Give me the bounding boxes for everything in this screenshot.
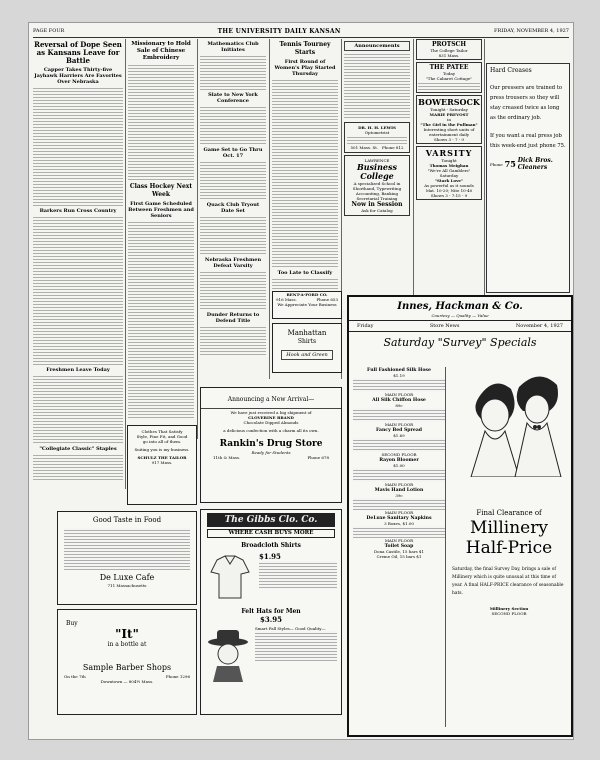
millinery-block (449, 509, 569, 616)
newspaper-page (28, 22, 574, 740)
product-description (259, 561, 337, 589)
product-features: Smart Fall Styles— Good Quality— (255, 626, 326, 631)
ad-name: De Luxe Cafe (99, 573, 155, 582)
column-news (128, 39, 194, 419)
store-tagline: Courtesy — Quality — Value (431, 313, 489, 318)
product-name: Broadcloth Shirts (241, 542, 301, 549)
film-title: "The Girl in the Pullman" (420, 122, 478, 127)
ad-product: Shirts (297, 338, 317, 345)
column-sports (33, 39, 123, 481)
theater-name: BOWERSOCK (418, 97, 480, 107)
fashion-illustration (449, 367, 569, 477)
ad-deluxe-cafe (57, 511, 197, 605)
product-description (255, 631, 337, 661)
hat-illustration (205, 626, 251, 682)
ad-name: Manhattan (287, 329, 327, 337)
ad-prefix: LAWRENCE (364, 158, 390, 163)
specials-list (353, 367, 446, 727)
classified-body (272, 277, 338, 289)
ad-title: Good Taste in Food (92, 516, 162, 524)
ad-line: A specialized School in (353, 181, 401, 186)
ad-title: Hard Creases (490, 67, 532, 74)
clearance-label: Final Clearance of (476, 509, 542, 517)
ad-title: Announcing a New Arrival— (227, 396, 315, 403)
article-headline: Class Hockey Next Week (129, 183, 193, 198)
product-row (201, 552, 341, 602)
ad-line: Secretarial Training (356, 196, 398, 201)
article-headline: Tennis Tourney Starts (279, 41, 331, 56)
ad-note: Interesting short units of entertainment daily (423, 127, 475, 137)
article-body (128, 220, 194, 419)
ad-line: Clothes That Satisfy (141, 429, 183, 434)
article-headline: Reversal of Dope Seen as Kansans Leave for Battle (34, 40, 122, 65)
column-tennis (272, 39, 338, 289)
section-heading: "Collegiate Classic" Staples (39, 446, 117, 452)
product-price: $1.95 (259, 552, 281, 561)
ad-contact: On the 7th Phone 1296 (64, 674, 190, 679)
ad-protsch (416, 39, 482, 60)
article-body (33, 453, 123, 481)
ad-schulz-tailor (127, 425, 197, 505)
ad-body (418, 81, 480, 91)
store-name: Innes, Hackman & Co. (397, 301, 523, 312)
ad-address: 711 Massachusetts (107, 583, 147, 588)
special-item: Toilet Soap Dona Castile, 15 bars $1 Creme Oil, 15 bars $1 (373, 544, 425, 559)
column-rule (269, 39, 270, 379)
ad-address: Downtown — 804½ Mass. (100, 679, 154, 684)
show-times: Shows 3 - 7 - 9 (434, 137, 464, 142)
ad-line: Style, Fine Fit, and Good (136, 434, 188, 439)
ad-tagline: Ready for Students (251, 450, 291, 455)
ad-rankin (200, 387, 342, 503)
specials-headline: Saturday "Survey" Specials (383, 336, 537, 349)
masthead: THE UNIVERSITY DAILY KANSAN (217, 27, 341, 35)
ad-manhattan-shirts (272, 323, 342, 373)
ad-product: Chocolate Dipped Almonds (243, 420, 299, 425)
brief-headline: Slate to New York Conference (208, 92, 258, 104)
ad-maker: Hook and Green (281, 350, 333, 360)
ad-body (347, 135, 407, 145)
issue-date: FRIDAY, NOVEMBER 4, 1927 (494, 28, 569, 34)
ad-line: We have just received a big shipment of (230, 410, 312, 415)
phone-number: 75 (504, 159, 516, 169)
column-briefs (200, 39, 266, 359)
ad-address: 917 Mass. (151, 460, 173, 465)
section-heading: Freshmen Leave Today (46, 367, 110, 373)
ad-line: Suiting you is my business. (134, 447, 190, 452)
ad-patee (416, 62, 482, 93)
special-item: All Silk Chiffon Hose 89c MAIN FLOOR (353, 398, 445, 427)
article-subhead: First Round of Women's Play Started Thursday (274, 59, 336, 77)
brief-headline: Dunder Returns to Defend Title (206, 312, 260, 324)
product-row (201, 626, 341, 682)
article-body (200, 215, 266, 255)
store-news-bar (349, 320, 571, 332)
ad-status: Now in Session (351, 201, 403, 208)
ad-lewis (344, 122, 410, 153)
column-rule (413, 39, 414, 299)
showing-day: Tonight - Saturday (430, 107, 468, 112)
article-body (33, 374, 123, 444)
theater-name: THE PATEE (429, 64, 469, 71)
film-star: MARIE PREVOST (429, 112, 469, 117)
ad-line: Shorthand, Typewriting (352, 186, 402, 191)
brief-headline: Quack Club Tryout Date Set (206, 202, 260, 214)
brand-name: Dick Bros. Cleaners (517, 157, 553, 171)
article-body (200, 160, 266, 200)
ad-contact: 916 Mass. Phone 653 (276, 297, 338, 302)
news-day: Friday (357, 323, 374, 329)
ad-address: 831 Mass. (438, 53, 460, 58)
article-subhead: Capper Takes Thirty-five Jayhawk Harriers Are Favorites Over Nebraska (34, 67, 122, 85)
ad-line: Buy (66, 620, 78, 627)
halfprice-title: Half-Price (465, 538, 553, 558)
ad-line: a delicious confection with a charm all its own. (223, 428, 319, 433)
millinery-body: Saturday, the final Survey Day, brings a sale of Millinery which is quite unusual at this time of year. A final HALF-PRICE clearance of seasonable hats. (452, 567, 564, 596)
millinery-title: Millinery (470, 518, 548, 538)
product-price: $3.95 (260, 615, 282, 624)
show-times: Shows 3 - 7:15 - 9 (430, 193, 468, 198)
ad-body (64, 528, 190, 570)
ad-brand-block (490, 157, 566, 171)
film-connector: in (447, 117, 451, 122)
article-body (272, 78, 338, 268)
article-body (200, 105, 266, 145)
column-rule (197, 39, 198, 439)
ad-innes-hackman (347, 295, 573, 737)
millinery-floor: SECOND FLOOR (491, 611, 527, 616)
ad-name: PROTSCH (432, 41, 466, 48)
showing-day: Today (443, 71, 455, 76)
film-star: Thomas Meighan (429, 163, 469, 168)
special-item: Full Fashioned Silk Hose $1.19 MAIN FLOOR (353, 368, 445, 397)
column-rule (125, 39, 126, 489)
ad-name: RENT-A-FORD CO. (286, 292, 328, 297)
ad-name: Rankin's Drug Store (219, 439, 323, 449)
article-headline: Missionary to Hold Sale of Chinese Embroidery (131, 41, 191, 61)
ad-body: Our pressers are trained to press trousers so they will stay creased twice as long as the ordinary job. (490, 85, 562, 121)
announcements-heading: Announcements (344, 41, 410, 51)
ad-name: SCHULZ THE TAILOR (137, 455, 187, 460)
ad-slogan: WHERE CASH BUYS MORE (207, 529, 335, 538)
page-number: PAGE FOUR (33, 28, 65, 34)
ad-brand: CLOVERINE BRAND (248, 415, 294, 420)
ad-name: Business College (356, 162, 398, 181)
ad-line: Accounting, Banking (355, 191, 399, 196)
page-header (33, 25, 569, 38)
ad-contact: 501 Mass. St. Phone 812 (350, 145, 404, 150)
ad-rent-a-ford (272, 291, 342, 319)
article-body (200, 270, 266, 310)
admission-prices: Mat. 10-20; Nite 10-40 (425, 188, 473, 193)
ad-headline: "It" (115, 627, 139, 641)
announcements-body (344, 52, 410, 120)
ad-title: Optometrist (364, 130, 390, 135)
ad-name: The Gibbs Clo. Co. (207, 513, 335, 527)
phone-label: Phone (490, 161, 503, 167)
ad-name: DR. H. H. LEWIS (358, 125, 396, 130)
brief-headline: Nebraska Freshmen Defeat Varsity (204, 257, 262, 269)
ad-name: Sample Barber Shops (82, 663, 172, 672)
ad-note: As powerful as it sounds (424, 183, 474, 188)
ad-role: The College Tailor (430, 48, 468, 53)
section-heading: Barkers Run Cross Country (39, 208, 117, 214)
special-item: Mavis Hand Lotion 39c MAIN FLOOR (353, 488, 445, 515)
brief-headline: Game Set to Go Thru Oct. 17 (203, 147, 263, 159)
ad-contact: 11th & Mass. Phone 678 (213, 455, 329, 460)
film-title: "We're All Gamblers" (427, 168, 471, 173)
theater-name: VARSITY (425, 148, 473, 158)
ad-line: in a bottle at (107, 641, 147, 648)
millinery-section: Millinery Section (489, 606, 529, 611)
ad-offer: If you want a real press job this week-end just phone 75. (490, 133, 566, 149)
column-announcements (344, 39, 410, 299)
special-item: DeLuxe Sanitary Napkins 3 Boxes, $1.00 MAIN FLOOR (353, 516, 445, 543)
divider (201, 408, 341, 409)
article-body (200, 54, 266, 90)
ad-sample-barber (57, 609, 197, 715)
ad-varsity (416, 146, 482, 200)
ad-gibbs-clothing (200, 509, 342, 715)
product-name: Felt Hats for Men (241, 608, 301, 615)
column-rule (484, 39, 485, 299)
special-item: Fancy Bed Spread $1.69 SECOND FLOOR (353, 428, 445, 457)
news-label: Store News (429, 323, 460, 329)
showing-day: Saturday (439, 173, 459, 178)
article-body (128, 63, 194, 181)
ad-cta: Ask for Catalog (361, 208, 393, 213)
shirt-illustration (205, 552, 255, 602)
ad-hard-creases (486, 63, 570, 293)
article-body (200, 325, 266, 355)
ad-bowersock (416, 95, 482, 144)
article-body (33, 215, 123, 365)
column-theaters (416, 39, 482, 299)
ad-line: go into all of them. (142, 439, 182, 444)
ad-tagline: We Appreciate Your Business (277, 302, 337, 307)
classified-heading: Too Late to Classify (277, 270, 333, 276)
film-title: "The Cabaret Cottage" (425, 76, 473, 81)
article-subhead: First Game Scheduled Between Freshmen and Seniors (128, 201, 194, 219)
news-date: November 4, 1927 (515, 323, 563, 329)
article-body (33, 86, 123, 206)
special-item: Rayon Bloomer $1.00 MAIN FLOOR (353, 458, 445, 487)
brief-headline: Mathematics Club Initiates (207, 41, 259, 53)
ad-business-college (344, 155, 410, 216)
film-title: "Stark Love" (434, 178, 464, 183)
showing-day: Tonight (441, 158, 457, 163)
